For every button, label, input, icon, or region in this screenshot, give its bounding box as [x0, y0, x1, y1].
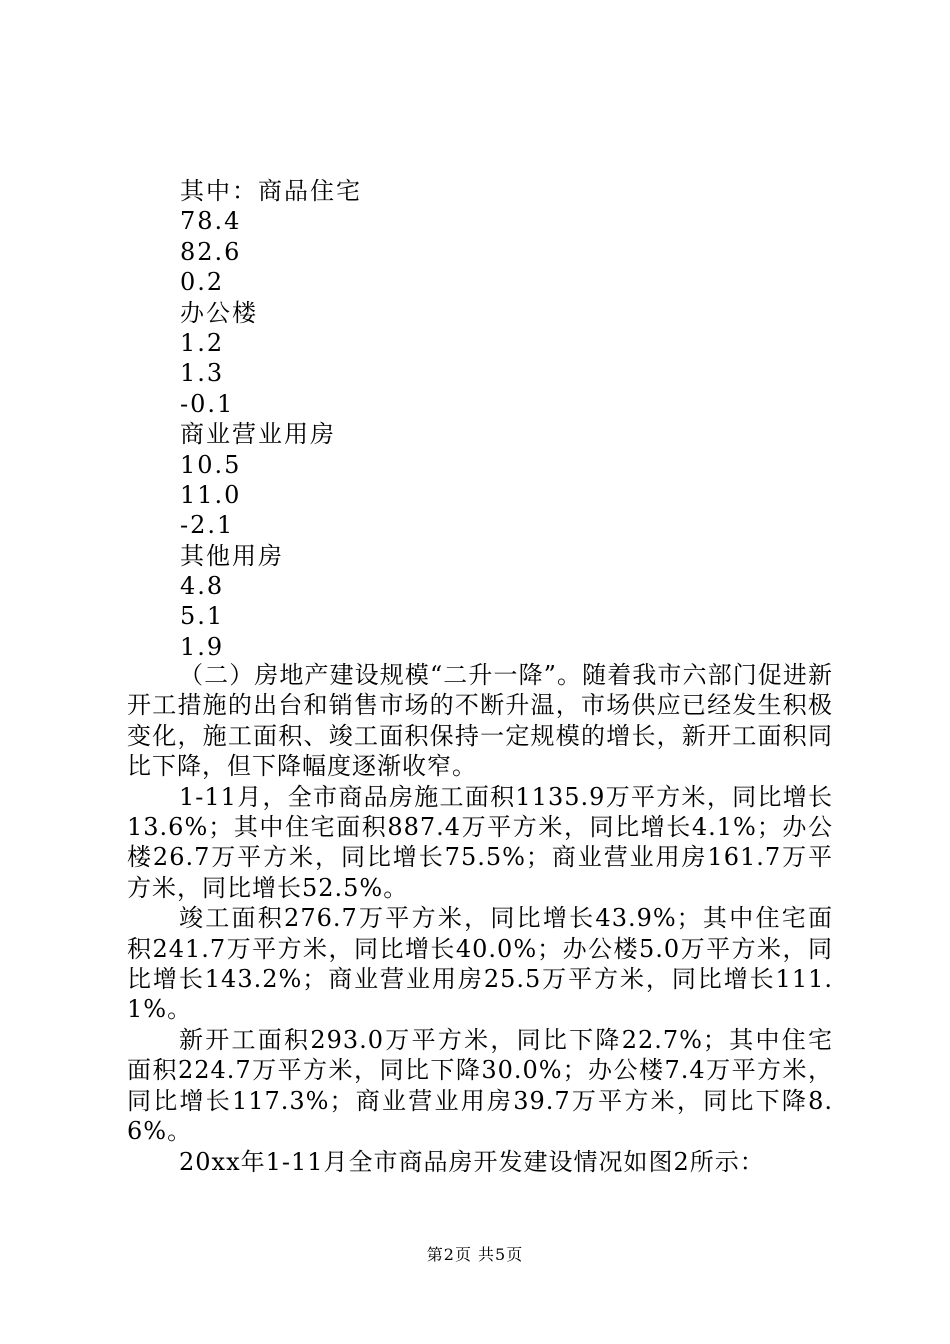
paragraph-construction-scale: （二）房地产建设规模“二升一降”。随着我市六部门促进新开工措施的出台和销售市场的不断升温，市场供应已经发生积极变化，施工面积、竣工面积保持一定规模的增长，新开工面积同比下降，但下降幅度逐渐收窄。 — [127, 661, 833, 781]
table-cell: 4.8 — [180, 572, 225, 601]
table-cell: -0.1 — [180, 389, 235, 418]
paragraph-completed-area: 竣工面积276.7万平方米，同比增长43.9%；其中住宅面积241.7万平方米，同比增长40.0%；办公楼5.0万平方米，同比增长143.2%；商业营业用房25.5万平方米，同比增长111.1%。 — [127, 904, 833, 1024]
table-cell: 1.9 — [180, 632, 225, 661]
table-cell: 办公楼 — [180, 298, 258, 327]
page-number-label: 第2页 共5页 — [426, 1245, 524, 1264]
table-cell: 78.4 — [180, 207, 242, 236]
table-cell: 0.2 — [180, 268, 225, 297]
paragraph-construction-area: 1-11月，全市商品房施工面积1135.9万平方米，同比增长13.6%；其中住宅面积887.4万平方米，同比增长4.1%；办公楼26.7万平方米，同比增长75.5%；商业营业用房161.7万平方米，同比增长52.5%。 — [127, 782, 833, 902]
table-cell: 82.6 — [180, 237, 242, 266]
table-cell: 其他用房 — [180, 541, 284, 570]
table-cell: 其中：商品住宅 — [180, 177, 362, 205]
table-cell: -2.1 — [180, 511, 235, 540]
paragraph-figure-reference: 20xx年1-11月全市商品房开发建设情况如图2所示： — [179, 1147, 765, 1176]
table-cell: 5.1 — [180, 602, 225, 631]
page-footer — [0, 1244, 950, 1266]
paragraph-new-construction-area: 新开工面积293.0万平方米，同比下降22.7%；其中住宅面积224.7万平方米，同比下降30.0%；办公楼7.4万平方米，同比增长117.3%；商业营业用房39.7万平方米，同比下降8.6%。 — [127, 1025, 833, 1146]
table-cell: 商业营业用房 — [180, 420, 336, 449]
table-cell: 11.0 — [180, 480, 242, 509]
table-cell: 1.2 — [180, 328, 225, 357]
table-cell: 10.5 — [180, 450, 242, 479]
table-fragment — [180, 176, 580, 662]
table-cell: 1.3 — [180, 359, 225, 388]
body-text — [127, 660, 833, 1177]
